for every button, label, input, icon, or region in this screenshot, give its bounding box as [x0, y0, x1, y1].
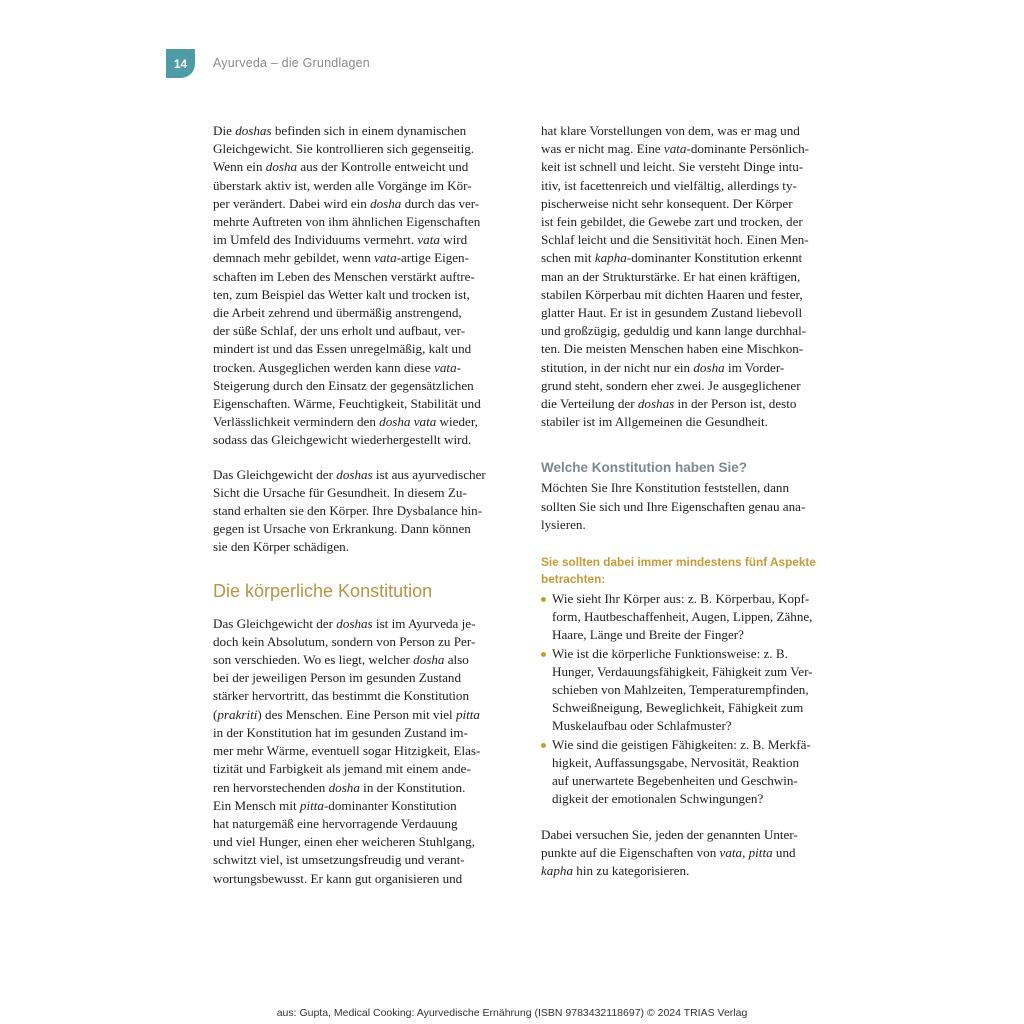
- text-line: kapha hin zu kategorisieren.: [541, 862, 690, 878]
- text-line: ren hervorstechenden dosha in der Konstitution.: [213, 779, 466, 795]
- text-line: schen mit kapha-dominanter Konstitution erkennt: [541, 250, 803, 266]
- text-line: Schweißneigung, Beweglichkeit, Fähigkeit zum: [552, 700, 804, 716]
- text-line: sie den Körper schädigen.: [213, 539, 349, 555]
- text-line: Haare, Länge und Breite der Finger?: [552, 627, 744, 643]
- text-line: im Umfeld des Individuums vermehrt. vata wird: [213, 232, 468, 248]
- text-line: die Verteilung der doshas in der Person ist, desto: [541, 396, 797, 412]
- text-line: hat naturgemäß eine hervorragende Verdauung: [213, 815, 458, 831]
- text-line: son verschieden. Wo es liegt, welcher dosha also: [213, 652, 469, 668]
- text-line: der süße Schlaf, der uns erholt und aufbaut, ver-: [213, 323, 466, 339]
- text-line: Dabei versuchen Sie, jeden der genannten Unter-: [541, 826, 798, 842]
- body-paragraph: [541, 479, 837, 534]
- text-line: überstark aktiv ist, werden alle Vorgänge im Kör-: [213, 177, 472, 193]
- body-paragraph: [541, 826, 837, 881]
- text-line: sodass das Gleichgewicht wiederhergestellt wird.: [213, 432, 472, 448]
- text-line: auf unerwartete Begebenheiten und Geschwin-: [552, 773, 798, 789]
- text-line: schieben von Mahlzeiten, Temperaturempfinden,: [552, 682, 809, 698]
- body-paragraph: [213, 615, 513, 888]
- section-heading: Die körperliche Konstitution: [213, 580, 433, 601]
- page-number-badge: 14: [166, 49, 195, 78]
- text-line: Gleichgewicht. Sie kontrollieren sich gegenseitig.: [213, 141, 475, 157]
- text-line: mindert ist und das Essen unregelmäßig, kalt und: [213, 341, 472, 357]
- text-line: mehrte Auftreten von ihm ähnlichen Eigenschaften: [213, 214, 481, 230]
- text-line: man an der Strukturstärke. Er hat einen kräftigen,: [541, 268, 801, 284]
- text-line: stabiler ist im Allgemeinen die Gesundheit.: [541, 414, 768, 430]
- text-line: wortungsbewusst. Er kann gut organisieren und: [213, 870, 463, 886]
- text-line: punkte auf die Eigenschaften von vata, pitta und: [541, 844, 796, 860]
- running-header-title: Ayurveda – die Grundlagen: [213, 56, 370, 70]
- text-line: (prakriti) des Menschen. Eine Person mit viel pitta: [213, 706, 480, 722]
- text-line: keit ist schnell und leicht. Sie versteht Dinge intu-: [541, 159, 804, 175]
- text-line: demnach mehr gebildet, wenn vata-artige Eigen-: [213, 250, 469, 266]
- text-line: Wie sieht Ihr Körper aus: z. B. Körperbau, Kopf-: [552, 591, 810, 607]
- text-line: was er nicht mag. Eine vata-dominante Persönlich-: [541, 141, 809, 157]
- text-line: Hunger, Verdauungsfähigkeit, Fähigkeit zum Ver-: [552, 663, 813, 679]
- source-footer: aus: Gupta, Medical Cooking: Ayurvedische Ernährung (ISBN 9783432118697) © 2024 TRIAS Verlag: [276, 1007, 748, 1019]
- text-line: die Arbeit zehrend und übermäßig anstrengend,: [213, 305, 462, 321]
- text-line: tizität und Farbigkeit als jemand mit einem ande-: [213, 761, 471, 777]
- text-line: Muskelaufbau oder Schlafmuster?: [552, 718, 732, 734]
- text-line: in der Konstitution hat im gesunden Zustand im-: [213, 724, 468, 740]
- text-line: stand erhalten sie den Körper. Ihre Dysbalance hin-: [213, 503, 483, 519]
- text-line: per verändert. Dabei wird ein dosha durch das ver-: [213, 195, 480, 211]
- text-line: form, Hautbeschaffenheit, Augen, Lippen, Zähne,: [552, 609, 813, 625]
- text-line: Wie ist die körperliche Funktionsweise: z. B.: [552, 645, 788, 661]
- text-line: Das Gleichgewicht der doshas ist aus ayurvedischer: [213, 466, 486, 482]
- text-line: Wie sind die geistigen Fähigkeiten: z. B. Merkfä-: [552, 736, 811, 752]
- text-line: ten. Die meisten Menschen haben eine Mischkon-: [541, 341, 804, 357]
- text-line: gegen ist Ursache von Erkrankung. Dann können: [213, 521, 471, 537]
- text-line: sollten Sie sich und Ihre Eigenschaften genau ana-: [541, 498, 806, 514]
- text-line: lysieren.: [541, 516, 586, 532]
- text-line: Ein Mensch mit pitta-dominanter Konstitution: [213, 797, 457, 813]
- text-line: Steigerung durch den Einsatz der gegensätzlichen: [213, 377, 474, 393]
- text-line: ist fein gebildet, die Gewebe zart und trocken, der: [541, 214, 803, 230]
- text-line: stitution, in der nicht nur ein dosha im Vorder-: [541, 359, 785, 375]
- text-line: Schlaf leicht und die Sensitivität hoch. Einen Men-: [541, 232, 809, 248]
- text-line: hat klare Vorstellungen von dem, was er mag und: [541, 123, 800, 138]
- text-line: Eigenschaften. Wärme, Feuchtigkeit, Stabilität und: [213, 396, 481, 412]
- text-line: trocken. Ausgeglichen werden kann diese vata-: [213, 359, 461, 375]
- text-line: mer mehr Wärme, eventuell sogar Hitzigkeit, Elas-: [213, 743, 481, 759]
- text-line: Wenn ein dosha aus der Kontrolle entweicht und: [213, 159, 469, 175]
- text-line: Sicht die Ursache für Gesundheit. In diesem Zu-: [213, 484, 467, 500]
- text-line: Das Gleichgewicht der doshas ist im Ayurveda je-: [213, 615, 476, 631]
- text-line: grund steht, sondern eher zwei. Je ausgeglichener: [541, 377, 801, 393]
- text-line: und großzügig, geduldig und kann lange durchhal-: [541, 323, 807, 339]
- text-line: ten, zum Beispiel das Wetter kalt und trocken ist,: [213, 286, 470, 302]
- body-paragraph: [213, 466, 513, 557]
- text-line: betrachten:: [541, 572, 606, 587]
- text-line: Sie sollten dabei immer mindestens fünf Aspekte: [541, 555, 816, 570]
- text-line: doch kein Absolutum, sondern von Person zu Per-: [213, 633, 476, 649]
- text-line: stärker hervortritt, das bestimmt die Konstitution: [213, 688, 470, 704]
- aspect-bullet-list: [541, 590, 837, 808]
- left-column: [213, 122, 513, 888]
- text-line: pischerweise nicht sehr konsequent. Der Körper: [541, 195, 793, 211]
- text-line: itiv, ist facettenreich und vielfältig, allerdings ty-: [541, 177, 797, 193]
- body-paragraph: [213, 122, 513, 450]
- list-lead-in: [541, 554, 837, 588]
- text-line: schaften im Leben des Menschen verstärkt auftre-: [213, 268, 475, 284]
- text-line: higkeit, Auffassungsgabe, Nervosität, Reaktion: [552, 754, 800, 770]
- text-line: stabilen Körperbau mit dichten Haaren und fester,: [541, 286, 803, 302]
- text-line: und viel Hunger, einen eher weicheren Stuhlgang,: [213, 834, 475, 850]
- text-line: Die doshas befinden sich in einem dynamischen: [213, 123, 467, 138]
- text-line: digkeit der emotionalen Schwingungen?: [552, 791, 764, 807]
- list-item: [541, 590, 837, 645]
- text-line: Verlässlichkeit vermindern den dosha vata wieder,: [213, 414, 478, 430]
- right-column: [541, 122, 837, 880]
- list-item: [541, 645, 837, 736]
- text-line: bei der jeweiligen Person im gesunden Zustand: [213, 670, 461, 686]
- text-line: schwitzt viel, ist umsetzungsfreudig und verant-: [213, 852, 465, 868]
- text-line: glatter Haut. Er ist in gesundem Zustand liebevoll: [541, 305, 803, 321]
- text-line: Möchten Sie Ihre Konstitution feststellen, dann: [541, 480, 790, 496]
- body-paragraph: [541, 122, 837, 431]
- list-item: [541, 736, 837, 809]
- subsection-heading: Welche Konstitution haben Sie?: [541, 460, 748, 476]
